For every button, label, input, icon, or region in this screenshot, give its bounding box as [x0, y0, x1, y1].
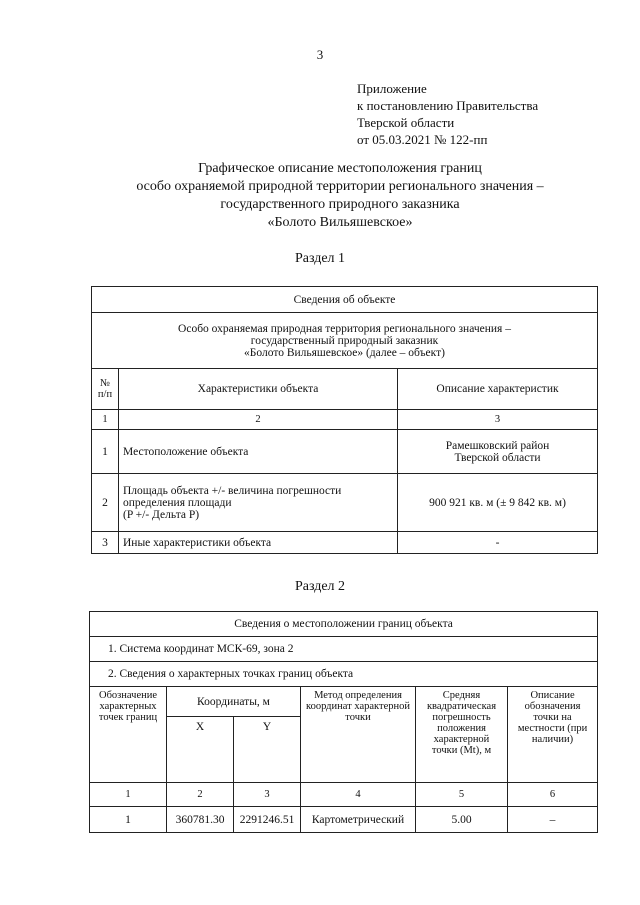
section2-heading: Раздел 2 [294, 579, 346, 594]
row-number: 3 [92, 532, 119, 554]
title-line: государственного природного заказника [220, 197, 460, 212]
object-info-table [91, 286, 598, 554]
point-y: 2291246.51 [234, 807, 301, 833]
object-description [92, 313, 598, 369]
header-description: Описание характеристик [398, 369, 598, 410]
row-characteristic-line: (P +/- Дельта P) [123, 508, 200, 521]
point-designation: 1 [90, 807, 167, 833]
title-line: особо охраняемой природной территории регионального значения – [136, 179, 544, 194]
header-num: № п/п [92, 369, 119, 410]
object-description-line: «Болото Вильяшевское» (далее – объект) [244, 346, 445, 359]
point-x: 360781.30 [167, 807, 234, 833]
header-coordinates: Координаты, м [167, 687, 301, 717]
table-row [92, 474, 598, 532]
row-characteristic: Иные характеристики объекта [119, 532, 398, 554]
header-characteristics: Характеристики объекта [119, 369, 398, 410]
title-line: «Болото Вильяшевское» [267, 215, 413, 230]
point-mark: – [508, 807, 598, 833]
page-number: 3 [316, 47, 324, 62]
row-characteristic: Местоположение объекта [119, 430, 398, 474]
appendix-line: Приложение [357, 81, 427, 96]
row-description-line: Рамешковский район [445, 439, 550, 452]
column-number: 6 [508, 783, 598, 807]
section1-heading: Раздел 1 [294, 251, 346, 266]
point-method: Картометрический [301, 807, 416, 833]
header-x: X [167, 717, 234, 783]
table-row [90, 807, 598, 833]
title-line: Графическое описание местоположения границ [198, 161, 482, 176]
header-error: Средняя квадратическая погрешность положения характерной точки (Mt), м [416, 687, 508, 783]
column-number: 1 [90, 783, 167, 807]
column-number: 4 [301, 783, 416, 807]
row-characteristic [119, 474, 398, 532]
header-mark: Описание обозначения точки на местности (при наличии) [508, 687, 598, 783]
table-row [92, 430, 598, 474]
column-number: 2 [167, 783, 234, 807]
table-title: Сведения о местоположении границ объекта [90, 612, 598, 637]
row-description-line: Тверской области [454, 451, 541, 464]
row-characteristic-line: определения площади [123, 496, 232, 509]
coordinate-system: 1. Система координат МСК-69, зона 2 [90, 637, 598, 662]
row-number: 2 [92, 474, 119, 532]
column-number: 3 [398, 410, 598, 430]
appendix-line: Тверской области [357, 115, 455, 130]
document-title [60, 160, 620, 232]
row-number: 1 [92, 430, 119, 474]
object-description-line: государственный природный заказник [250, 334, 439, 347]
column-number: 1 [92, 410, 119, 430]
header-designation: Обозначение характерных точек границ [90, 687, 167, 783]
row-description: 900 921 кв. м (± 9 842 кв. м) [398, 474, 598, 532]
boundary-points-table [89, 611, 598, 833]
table-title: Сведения об объекте [92, 287, 598, 313]
appendix-line: от 05.03.2021 № 122-пп [357, 132, 488, 147]
column-number: 3 [234, 783, 301, 807]
points-title: 2. Сведения о характерных точках границ объекта [90, 662, 598, 687]
header-y: Y [234, 717, 301, 783]
object-description-line: Особо охраняемая природная территория регионального значения – [178, 322, 511, 335]
appendix-block [357, 80, 538, 148]
row-description [398, 430, 598, 474]
table-row [92, 532, 598, 554]
column-number: 2 [119, 410, 398, 430]
point-error: 5.00 [416, 807, 508, 833]
header-method: Метод определения координат характерной точки [301, 687, 416, 783]
appendix-line: к постановлению Правительства [357, 98, 539, 113]
row-characteristic-line: Площадь объекта +/- величина погрешности [123, 484, 342, 497]
column-number: 5 [416, 783, 508, 807]
row-description: - [398, 532, 598, 554]
